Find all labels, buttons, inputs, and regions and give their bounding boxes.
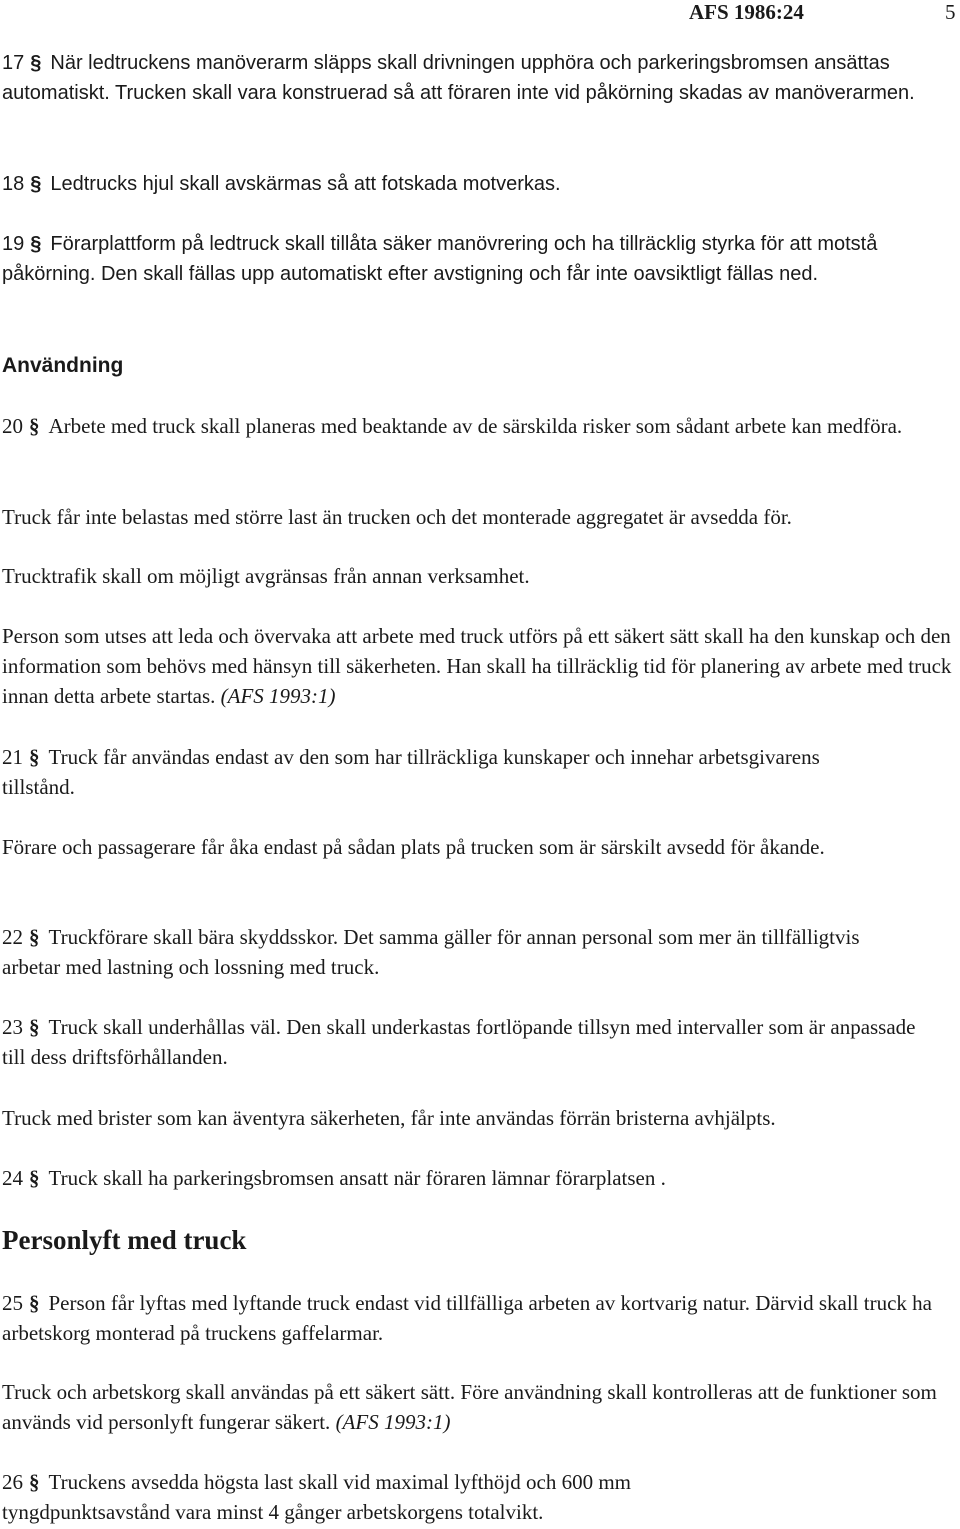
paragraph-text: Ledtrucks hjul skall avskärmas så att fotskada motverkas. bbox=[50, 173, 561, 195]
paragraph-text: Arbete med truck skall planeras med beaktande av de särskilda risker som sådant arbete kan medföra. bbox=[48, 414, 903, 438]
paragraph-21b: Förare och passagerare får åka endast på sådan plats på trucken som är särskilt avsedd för åkande. bbox=[2, 835, 825, 859]
section-sign-icon: § bbox=[30, 52, 42, 74]
paragraph-text: Förarplattform på ledtruck skall tillåta säker manövrering och ha tillräcklig styrka för att motstå påkörning. Den skall fällas upp automatiskt efter avstigning och får inte oavsiktligt fällas ned. bbox=[2, 233, 878, 285]
document-reference: AFS 1986:24 bbox=[689, 0, 804, 24]
section-sign-icon: § bbox=[29, 745, 40, 769]
paragraph-text: Truck skall underhållas väl. Den skall underkastas fortlöpande tillsyn med intervaller som är anpassade till dess driftsförhållanden. bbox=[2, 1015, 916, 1069]
paragraph-21 bbox=[2, 742, 862, 802]
heading-anvandning: Användning bbox=[2, 354, 124, 377]
paragraph-number: 21 bbox=[2, 745, 23, 769]
paragraph-text: Truck får användas endast av den som har tillräckliga kunskaper och innehar arbetsgivarens tillstånd. bbox=[2, 745, 820, 799]
paragraph-text: Truckförare skall bära skyddsskor. Det samma gäller för annan personal som mer än tillfälligtvis arbetar med lastning och lossning med truck. bbox=[2, 925, 860, 979]
heading-personlyft: Personlyft med truck bbox=[2, 1225, 247, 1255]
paragraph-20b: Truck får inte belastas med större last än trucken och det monterade aggregatet är avsedda för. bbox=[2, 505, 792, 529]
paragraph-text: Person som utses att leda och övervaka att arbete med truck utförs på ett säkert sätt skall ha den kunskap och den information som behövs med hänsyn till säkerheten. Han skall ha tillräcklig tid för planering av arbete med truck innan detta arbete startas. bbox=[2, 624, 952, 708]
section-sign-icon: § bbox=[29, 1015, 40, 1039]
section-sign-icon: § bbox=[29, 925, 40, 949]
paragraph-text: Truck och arbetskorg skall användas på ett säkert sätt. Före användning skall kontrolleras att de funktioner som används vid personlyft fungerar säkert. bbox=[2, 1380, 937, 1434]
paragraph-23b: Truck med brister som kan äventyra säkerheten, får inte användas förrän bristerna avhjälpts. bbox=[2, 1106, 776, 1130]
section-sign-icon: § bbox=[29, 1291, 40, 1315]
section-sign-icon: § bbox=[30, 173, 42, 195]
paragraph-number: 26 bbox=[2, 1470, 23, 1494]
paragraph-number: 20 bbox=[2, 414, 23, 438]
paragraph-text: Truck skall ha parkeringsbromsen ansatt när föraren lämnar förarplatsen . bbox=[48, 1166, 666, 1190]
paragraph-22 bbox=[2, 922, 902, 982]
amendment-reference: (AFS 1993:1) bbox=[220, 684, 336, 708]
paragraph-text: Person får lyftas med lyftande truck endast vid tillfälliga arbeten av kortvarig natur. Därvid skall truck ha arbetskorg monterad på truckens gaffelarmar. bbox=[2, 1291, 932, 1345]
paragraph-number: 17 bbox=[2, 52, 25, 74]
paragraph-number: 18 bbox=[2, 173, 25, 195]
paragraph-20c: Trucktrafik skall om möjligt avgränsas från annan verksamhet. bbox=[2, 564, 530, 588]
paragraph-number: 24 bbox=[2, 1166, 23, 1190]
section-sign-icon: § bbox=[29, 1470, 40, 1494]
amendment-reference: (AFS 1993:1) bbox=[335, 1410, 451, 1434]
paragraph-number: 19 bbox=[2, 233, 25, 255]
paragraph-23 bbox=[2, 1012, 932, 1072]
paragraph-19 bbox=[2, 229, 954, 289]
paragraph-number: 25 bbox=[2, 1291, 23, 1315]
page-number: 5 bbox=[945, 0, 956, 24]
paragraph-20d bbox=[2, 621, 954, 711]
paragraph-25b bbox=[2, 1377, 947, 1437]
paragraph-26 bbox=[2, 1467, 802, 1527]
paragraph-text: Truckens avsedda högsta last skall vid maximal lyfthöjd och 600 mm tyngdpunktsavstånd vara minst 4 gånger arbetskorgens totalvikt. bbox=[2, 1470, 631, 1524]
paragraph-number: 23 bbox=[2, 1015, 23, 1039]
paragraph-20 bbox=[2, 411, 954, 441]
paragraph-17 bbox=[2, 48, 947, 108]
section-sign-icon: § bbox=[29, 414, 40, 438]
section-sign-icon: § bbox=[29, 1166, 40, 1190]
paragraph-number: 22 bbox=[2, 925, 23, 949]
section-sign-icon: § bbox=[30, 233, 42, 255]
paragraph-25 bbox=[2, 1288, 947, 1348]
paragraph-18 bbox=[2, 169, 954, 199]
paragraph-text: När ledtruckens manöverarm släpps skall drivningen upphöra och parkeringsbromsen ansättas automatiskt. Trucken skall vara konstruerad så att föraren inte vid påkörning skadas av manöverarmen. bbox=[2, 52, 915, 104]
paragraph-24 bbox=[2, 1163, 954, 1193]
